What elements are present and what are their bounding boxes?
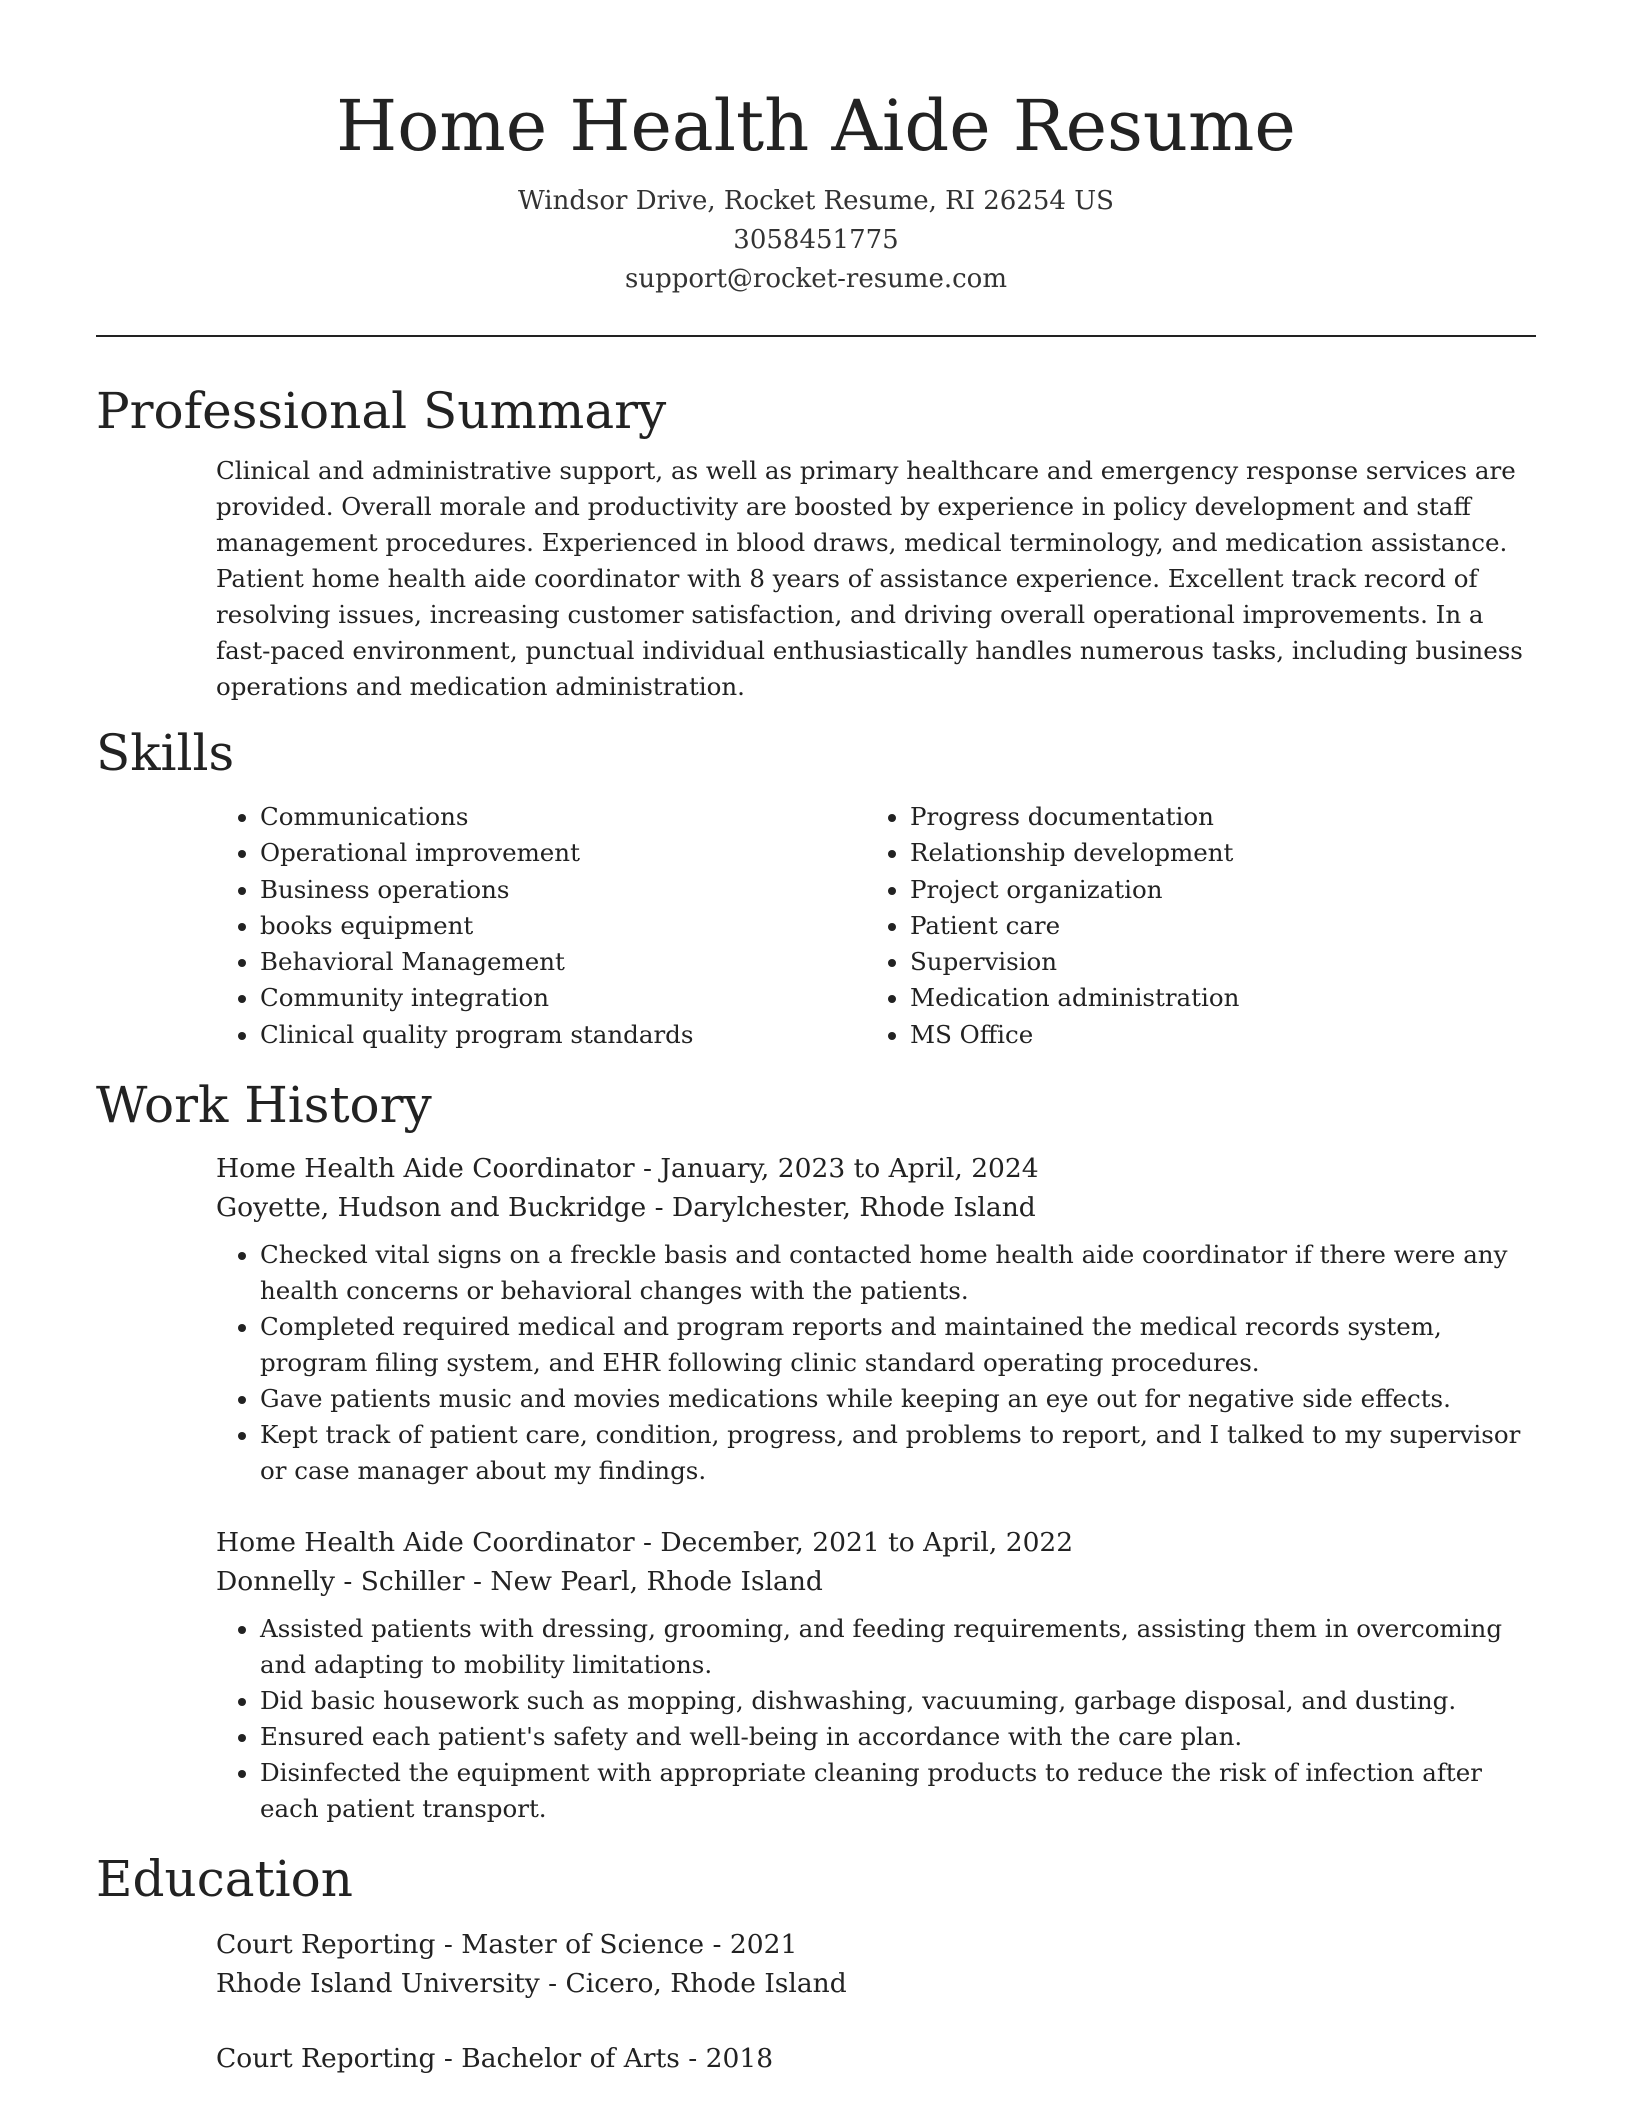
skill-item: • Project organization	[910, 872, 1516, 908]
skill-item: • Progress documentation	[910, 799, 1516, 835]
summary-section	[0, 381, 1632, 705]
skill-item: • Business operations	[260, 872, 866, 908]
job-bullet: • Gave patients music and movies medications while keeping an eye out for negative side effects.	[260, 1381, 1536, 1417]
degree-line: Court Reporting - Bachelor of Arts - 2018	[216, 2043, 774, 2075]
job-bullet: • Kept track of patient care, condition, progress, and problems to report, and I talked to my supervisor or case manager about my findings.	[260, 1417, 1536, 1489]
job-bullet: • Did basic housework such as mopping, dishwashing, vacuuming, garbage disposal, and dusting.	[260, 1683, 1536, 1719]
work-history-heading: Work History	[96, 1076, 432, 1135]
skill-item: • books equipment	[260, 908, 866, 944]
skill-item: • Community integration	[260, 980, 866, 1016]
resume-title: Home Health Aide Resume	[336, 85, 1296, 167]
job-bullet: • Completed required medical and program reports and maintained the medical records system, program filing system, and EHR following clinic standard operating procedures.	[260, 1309, 1536, 1381]
job-entry	[216, 1149, 1536, 1489]
summary-text: Clinical and administrative support, as well as primary healthcare and emergency response services are provided. Overall morale and productivity are boosted by experience in policy development and staff management procedures. Experienced in blood draws, medical terminology, and medication assistance. Patient home health aide coordinator with 8 years of assistance experience. Excellent track record of resolving issues, increasing customer satisfaction, and driving overall operational improvements. In a fast-paced environment, punctual individual enthusiastically handles numerous tasks, including business operations and medication administration.	[216, 456, 1523, 701]
address: Windsor Drive, Rocket Resume, RI 26254 US	[518, 186, 1114, 216]
education-heading: Education	[96, 1850, 353, 1909]
job-bullet: • Assisted patients with dressing, grooming, and feeding requirements, assisting them in overcoming and adapting to mobility limitations.	[260, 1611, 1536, 1683]
skills-section	[0, 723, 1632, 1053]
work-history-section	[0, 1075, 1632, 1827]
job-entry	[216, 1523, 1536, 1827]
job-bullets	[216, 1237, 1536, 1489]
header-divider	[96, 335, 1536, 337]
skills-heading: Skills	[96, 724, 235, 782]
skills-grid	[216, 799, 1536, 1053]
skill-item: • Patient care	[910, 908, 1516, 944]
education-entry	[216, 1925, 1536, 2003]
skill-item: • Relationship development	[910, 835, 1516, 871]
job-bullet: • Checked vital signs on a freckle basis and contacted home health aide coordinator if there were any health concerns or behavioral changes with the patients.	[260, 1237, 1536, 1309]
skill-item: • Behavioral Management	[260, 944, 866, 980]
education-section	[0, 1849, 1632, 2078]
job-bullets	[216, 1611, 1536, 1827]
skill-item: • Clinical quality program standards	[260, 1017, 866, 1053]
skills-list-right	[866, 799, 1516, 1053]
skill-item: • Communications	[260, 799, 866, 835]
skills-list-left	[216, 799, 866, 1053]
degree-line: Court Reporting - Master of Science - 2021	[216, 1929, 798, 1961]
skill-item: • Medication administration	[910, 980, 1516, 1016]
phone-number: 3058451775	[733, 225, 899, 255]
school-line: Rhode Island University - Cicero, Rhode Island	[216, 1968, 847, 2000]
email-address: support@rocket-resume.com	[624, 264, 1007, 294]
skill-item: • Operational improvement	[260, 835, 866, 871]
summary-heading: Professional Summary	[96, 382, 667, 440]
job-title-dates: Home Health Aide Coordinator - December, 2021 to April, 2022	[216, 1527, 1074, 1559]
resume-header	[0, 0, 1632, 299]
job-bullet: • Ensured each patient's safety and well-being in accordance with the care plan.	[260, 1719, 1536, 1755]
job-employer-location: Goyette, Hudson and Buckridge - Darylchester, Rhode Island	[216, 1192, 1036, 1224]
job-title-dates: Home Health Aide Coordinator - January, 2023 to April, 2024	[216, 1153, 1039, 1185]
skill-item: • MS Office	[910, 1017, 1516, 1053]
education-entry	[216, 2039, 1536, 2078]
contact-block	[0, 182, 1632, 299]
job-employer-location: Donnelly - Schiller - New Pearl, Rhode Island	[216, 1566, 823, 1598]
job-bullet: • Disinfected the equipment with appropriate cleaning products to reduce the risk of infection after each patient transport.	[260, 1755, 1536, 1827]
skill-item: • Supervision	[910, 944, 1516, 980]
